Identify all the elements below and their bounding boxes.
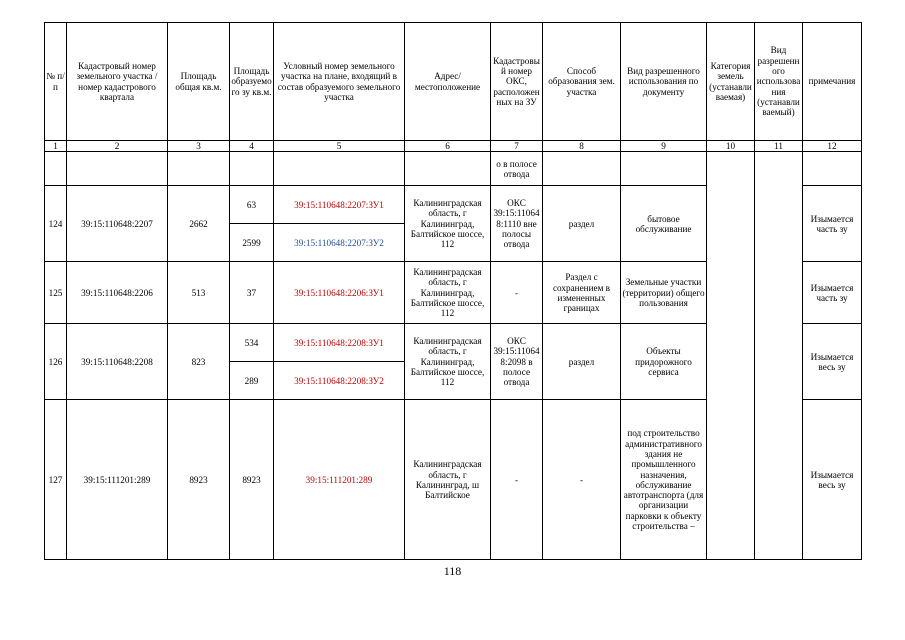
sub-area: 63 [230,186,274,224]
conditional-number: 39:15:110648:2208:ЗУ1 [274,324,405,362]
column-number: 1 [45,141,67,152]
header-cell: Категория земель (устанавливаемая) [707,23,755,141]
column-number: 8 [543,141,621,152]
conditional-number: 39:15:110648:2207:ЗУ2 [274,224,405,262]
page-number: 118 [443,564,462,578]
note: Изымается весь зу [803,400,862,560]
note: Изымается весь зу [803,324,862,400]
sub-area: 289 [230,362,274,400]
header-cell: примечания [803,23,862,141]
cadastral-number: 39:15:110648:2208 [67,324,168,400]
oks-cell: - [491,400,543,560]
column-number: 2 [67,141,168,152]
oks-cell: ОКС 39:15:110648:1110 вне полосы отвода [491,186,543,262]
carry-over-row [45,152,862,186]
header-cell: Адрес/ местоположение [405,23,491,141]
sub-area: 534 [230,324,274,362]
column-number: 12 [803,141,862,152]
header-cell: Условный номер земельного участка на плане, входящий в состав образуемого земельного участка [274,23,405,141]
note: Изымается часть зу [803,186,862,262]
column-number: 10 [707,141,755,152]
column-number: 4 [230,141,274,152]
permitted-use: бытовое обслуживание [621,186,707,262]
formation-method: - [543,400,621,560]
oks-cell: о в полосе отвода [491,152,543,186]
row-number: 125 [45,262,67,324]
column-number: 3 [168,141,230,152]
header-cell: Кадастровый номер ОКС, расположенных на ЗУ [491,23,543,141]
total-area: 823 [168,324,230,400]
permitted-use-set-cell [755,152,803,560]
address: Калининградская область, г Калининград, Балтийское шоссе, 112 [405,186,491,262]
oks-cell: ОКС 39:15:110648:2098 в полосе отвода [491,324,543,400]
row-number: 127 [45,400,67,560]
permitted-use: Объекты придорожного сервиса [621,324,707,400]
cadastral-number: 39:15:111201:289 [67,400,168,560]
header-cell: Вид разрешенного использования по документу [621,23,707,141]
conditional-number: 39:15:111201:289 [274,400,405,560]
conditional-number: 39:15:110648:2208:ЗУ2 [274,362,405,400]
permitted-use: под строительство административного здания не промышленного назначения, обслуживание автотранспорта (для организации парковки к объекту строительства – [621,400,707,560]
sub-area: 2599 [230,224,274,262]
header-cell: Способ образования зем. участка [543,23,621,141]
address: Калининградская область, г Калининград, ш Балтийское [405,400,491,560]
column-number-row [45,141,862,152]
header-cell: Вид разрешенного использования (устанавливаемый) [755,23,803,141]
conditional-number: 39:15:110648:2207:ЗУ1 [274,186,405,224]
header-cell: Площадь общая кв.м. [168,23,230,141]
total-area: 513 [168,262,230,324]
cadastral-number: 39:15:110648:2207 [67,186,168,262]
land-category-cell [707,152,755,560]
note: Изымается часть зу [803,262,862,324]
total-area: 2662 [168,186,230,262]
formation-method: Раздел с сохранением в измененных границах [543,262,621,324]
header-row [45,23,862,141]
column-number: 6 [405,141,491,152]
sub-area: 37 [230,262,274,324]
header-cell: № п/п [45,23,67,141]
column-number: 5 [274,141,405,152]
total-area: 8923 [168,400,230,560]
cadastral-number: 39:15:110648:2206 [67,262,168,324]
column-number: 11 [755,141,803,152]
header-cell: Площадь образуемого зу кв.м. [230,23,274,141]
formation-method: раздел [543,324,621,400]
column-number: 7 [491,141,543,152]
permitted-use: Земельные участки (территории) общего пользования [621,262,707,324]
address: Калининградская область, г Калининград, Балтийское шоссе, 112 [405,262,491,324]
address: Калининградская область, г Калининград, Балтийское шоссе, 112 [405,324,491,400]
land-plots-table [44,22,862,560]
sub-area: 8923 [230,400,274,560]
header-cell: Кадастровый номер земельного участка /номер кадастрового квартала [67,23,168,141]
oks-cell: - [491,262,543,324]
column-number: 9 [621,141,707,152]
conditional-number: 39:15:110648:2206:ЗУ1 [274,262,405,324]
row-number: 126 [45,324,67,400]
row-number: 124 [45,186,67,262]
formation-method: раздел [543,186,621,262]
